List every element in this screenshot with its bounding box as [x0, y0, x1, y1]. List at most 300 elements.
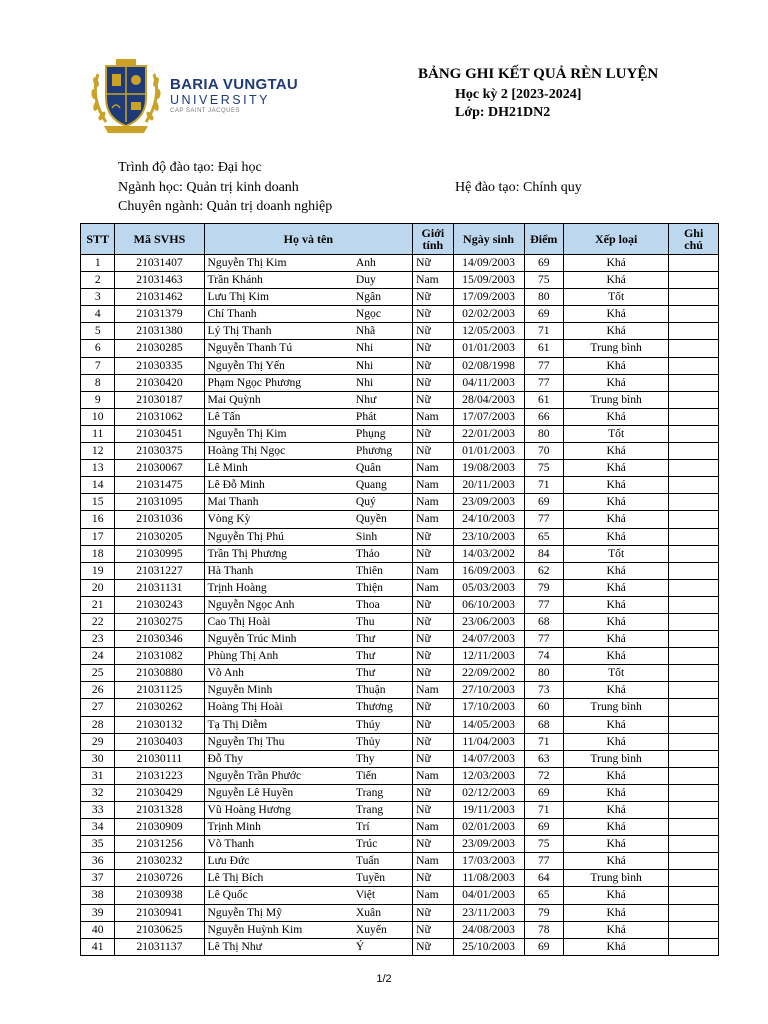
cell-stt: 23	[81, 631, 115, 648]
header-score: Điểm	[524, 224, 563, 255]
cell-rank: Khá	[563, 648, 668, 665]
cell-rank: Khá	[563, 887, 668, 904]
cell-score: 75	[524, 272, 563, 289]
cell-score: 61	[524, 391, 563, 408]
cell-surname: Tạ Thị Diễm	[204, 716, 353, 733]
cell-rank: Khá	[563, 323, 668, 340]
cell-gender: Nữ	[413, 545, 454, 562]
cell-note	[669, 596, 719, 613]
cell-stt: 5	[81, 323, 115, 340]
cell-dob: 17/03/2003	[453, 853, 524, 870]
cell-score: 79	[524, 904, 563, 921]
table-row	[81, 511, 719, 528]
cell-student-id: 21030625	[115, 921, 204, 938]
cell-given-name: Tuấn	[353, 853, 413, 870]
cell-gender: Nữ	[413, 870, 454, 887]
university-wordmark	[170, 76, 298, 114]
university-logo	[88, 56, 308, 136]
cell-surname: Hoàng Thị Ngọc	[204, 443, 353, 460]
table-row	[81, 460, 719, 477]
cell-student-id: 21030938	[115, 887, 204, 904]
cell-stt: 10	[81, 408, 115, 425]
cell-score: 66	[524, 408, 563, 425]
cell-surname: Chí Thanh	[204, 306, 353, 323]
cell-surname: Nguyễn Thị Kim	[204, 255, 353, 272]
table-row	[81, 750, 719, 767]
cell-stt: 7	[81, 357, 115, 374]
cell-gender: Nam	[413, 477, 454, 494]
cell-given-name: Nhi	[353, 374, 413, 391]
grades-table	[80, 223, 719, 956]
cell-dob: 02/12/2003	[453, 784, 524, 801]
cell-score: 75	[524, 836, 563, 853]
semester-label: Học kỳ 2 [2023-2024]	[455, 87, 582, 102]
cell-score: 77	[524, 631, 563, 648]
university-subtitle: UNIVERSITY	[170, 93, 271, 107]
cell-dob: 05/03/2003	[453, 579, 524, 596]
cell-note	[669, 648, 719, 665]
cell-dob: 04/11/2003	[453, 374, 524, 391]
cell-surname: Hoàng Thị Hoài	[204, 699, 353, 716]
cell-given-name: Trang	[353, 784, 413, 801]
header-student-id: Mã SVHS	[115, 224, 204, 255]
table-row	[81, 323, 719, 340]
table-row	[81, 648, 719, 665]
cell-gender: Nữ	[413, 289, 454, 306]
cell-student-id: 21030335	[115, 357, 204, 374]
cell-score: 77	[524, 511, 563, 528]
cell-note	[669, 391, 719, 408]
cell-note	[669, 477, 719, 494]
cell-rank: Khá	[563, 802, 668, 819]
table-row	[81, 904, 719, 921]
cell-stt: 9	[81, 391, 115, 408]
table-row	[81, 938, 719, 955]
cell-stt: 15	[81, 494, 115, 511]
cell-note	[669, 699, 719, 716]
cell-dob: 12/03/2003	[453, 767, 524, 784]
cell-surname: Phùng Thị Anh	[204, 648, 353, 665]
cell-surname: Vòng Kỳ	[204, 511, 353, 528]
cell-score: 60	[524, 699, 563, 716]
cell-student-id: 21031328	[115, 802, 204, 819]
cell-given-name: Trúc	[353, 836, 413, 853]
cell-dob: 23/11/2003	[453, 904, 524, 921]
cell-stt: 3	[81, 289, 115, 306]
page-number: 1/2	[376, 973, 392, 985]
cell-surname: Trịnh Minh	[204, 819, 353, 836]
cell-dob: 14/03/2002	[453, 545, 524, 562]
table-row	[81, 408, 719, 425]
cell-score: 71	[524, 733, 563, 750]
cell-given-name: Thủy	[353, 733, 413, 750]
cell-rank: Tốt	[563, 545, 668, 562]
cell-stt: 17	[81, 528, 115, 545]
cell-given-name: Trí	[353, 819, 413, 836]
cell-score: 65	[524, 887, 563, 904]
table-row	[81, 784, 719, 801]
cell-rank: Khá	[563, 255, 668, 272]
cell-rank: Tốt	[563, 289, 668, 306]
cell-student-id: 21031082	[115, 648, 204, 665]
cell-given-name: Thuận	[353, 682, 413, 699]
cell-dob: 14/05/2003	[453, 716, 524, 733]
cell-gender: Nữ	[413, 443, 454, 460]
cell-student-id: 21030941	[115, 904, 204, 921]
cell-stt: 30	[81, 750, 115, 767]
university-motto: CAP SAINT JACQUES	[170, 108, 240, 114]
cell-note	[669, 665, 719, 682]
table-row	[81, 767, 719, 784]
cell-rank: Khá	[563, 511, 668, 528]
cell-surname: Nguyễn Thị Yến	[204, 357, 353, 374]
cell-dob: 24/08/2003	[453, 921, 524, 938]
cell-score: 69	[524, 494, 563, 511]
cell-given-name: Ý	[353, 938, 413, 955]
cell-stt: 28	[81, 716, 115, 733]
cell-note	[669, 562, 719, 579]
table-row	[81, 255, 719, 272]
cell-dob: 15/09/2003	[453, 272, 524, 289]
cell-given-name: Phụng	[353, 425, 413, 442]
header-rank: Xếp loại	[563, 224, 668, 255]
cell-dob: 25/10/2003	[453, 938, 524, 955]
cell-given-name: Thư	[353, 631, 413, 648]
table-row	[81, 545, 719, 562]
cell-student-id: 21031256	[115, 836, 204, 853]
cell-dob: 06/10/2003	[453, 596, 524, 613]
header-note-line1: Ghi	[683, 226, 704, 240]
cell-score: 61	[524, 340, 563, 357]
table-row	[81, 494, 719, 511]
cell-given-name: Anh	[353, 255, 413, 272]
cell-score: 77	[524, 357, 563, 374]
cell-rank: Tốt	[563, 425, 668, 442]
header-gender-line1: Giới	[421, 226, 445, 240]
cell-surname: Trần Khánh	[204, 272, 353, 289]
cell-gender: Nam	[413, 562, 454, 579]
cell-gender: Nữ	[413, 836, 454, 853]
table-row	[81, 272, 719, 289]
table-row	[81, 631, 719, 648]
cell-rank: Khá	[563, 528, 668, 545]
cell-score: 69	[524, 819, 563, 836]
cell-stt: 4	[81, 306, 115, 323]
cell-note	[669, 357, 719, 374]
cell-score: 69	[524, 306, 563, 323]
cell-given-name: Phương	[353, 443, 413, 460]
table-row	[81, 289, 719, 306]
cell-dob: 22/09/2002	[453, 665, 524, 682]
cell-student-id: 21030067	[115, 460, 204, 477]
header-note-line2: chú	[684, 238, 703, 252]
cell-score: 63	[524, 750, 563, 767]
cell-gender: Nam	[413, 511, 454, 528]
cell-surname: Võ Thanh	[204, 836, 353, 853]
cell-gender: Nữ	[413, 938, 454, 955]
university-crest-icon	[88, 56, 164, 136]
cell-stt: 40	[81, 921, 115, 938]
cell-note	[669, 289, 719, 306]
cell-dob: 23/09/2003	[453, 494, 524, 511]
cell-score: 69	[524, 255, 563, 272]
cell-gender: Nữ	[413, 596, 454, 613]
cell-stt: 22	[81, 613, 115, 630]
cell-gender: Nữ	[413, 323, 454, 340]
cell-dob: 01/01/2003	[453, 443, 524, 460]
cell-rank: Khá	[563, 374, 668, 391]
cell-note	[669, 802, 719, 819]
cell-student-id: 21030275	[115, 613, 204, 630]
cell-score: 69	[524, 938, 563, 955]
cell-stt: 34	[81, 819, 115, 836]
cell-student-id: 21030232	[115, 853, 204, 870]
table-row	[81, 613, 719, 630]
training-level: Trình độ đào tạo: Đại học	[118, 160, 262, 175]
cell-student-id: 21030205	[115, 528, 204, 545]
cell-score: 79	[524, 579, 563, 596]
cell-given-name: Trang	[353, 802, 413, 819]
cell-score: 80	[524, 665, 563, 682]
cell-dob: 11/04/2003	[453, 733, 524, 750]
table-row	[81, 477, 719, 494]
cell-stt: 12	[81, 443, 115, 460]
cell-gender: Nữ	[413, 340, 454, 357]
cell-note	[669, 716, 719, 733]
table-row	[81, 391, 719, 408]
cell-surname: Mai Thanh	[204, 494, 353, 511]
university-name: BARIA VUNGTAU	[170, 76, 299, 93]
cell-rank: Trung bình	[563, 391, 668, 408]
cell-given-name: Thư	[353, 648, 413, 665]
cell-stt: 38	[81, 887, 115, 904]
cell-surname: Nguyễn Thanh Tú	[204, 340, 353, 357]
cell-gender: Nam	[413, 767, 454, 784]
cell-dob: 23/10/2003	[453, 528, 524, 545]
cell-dob: 14/07/2003	[453, 750, 524, 767]
table-row	[81, 562, 719, 579]
cell-given-name: Quân	[353, 460, 413, 477]
cell-student-id: 21031407	[115, 255, 204, 272]
cell-gender: Nữ	[413, 784, 454, 801]
cell-score: 71	[524, 323, 563, 340]
cell-given-name: Ngân	[353, 289, 413, 306]
cell-note	[669, 425, 719, 442]
cell-score: 69	[524, 784, 563, 801]
cell-student-id: 21031223	[115, 767, 204, 784]
cell-surname: Lưu Thị Kim	[204, 289, 353, 306]
cell-rank: Khá	[563, 306, 668, 323]
cell-surname: Nguyễn Ngọc Anh	[204, 596, 353, 613]
table-row	[81, 836, 719, 853]
cell-note	[669, 272, 719, 289]
table-row	[81, 665, 719, 682]
cell-given-name: Thoa	[353, 596, 413, 613]
table-row	[81, 443, 719, 460]
cell-note	[669, 511, 719, 528]
table-row	[81, 682, 719, 699]
table-row	[81, 887, 719, 904]
cell-note	[669, 340, 719, 357]
table-row	[81, 306, 719, 323]
cell-note	[669, 819, 719, 836]
cell-gender: Nữ	[413, 904, 454, 921]
cell-surname: Nguyễn Huỳnh Kim	[204, 921, 353, 938]
cell-given-name: Duy	[353, 272, 413, 289]
cell-note	[669, 887, 719, 904]
cell-given-name: Thư	[353, 665, 413, 682]
header-note	[669, 224, 719, 255]
cell-student-id: 21030420	[115, 374, 204, 391]
cell-given-name: Ngọc	[353, 306, 413, 323]
cell-note	[669, 408, 719, 425]
cell-rank: Khá	[563, 716, 668, 733]
cell-dob: 27/10/2003	[453, 682, 524, 699]
cell-gender: Nữ	[413, 528, 454, 545]
cell-rank: Khá	[563, 494, 668, 511]
table-row	[81, 733, 719, 750]
cell-given-name: Quang	[353, 477, 413, 494]
cell-stt: 20	[81, 579, 115, 596]
cell-stt: 11	[81, 425, 115, 442]
cell-gender: Nữ	[413, 631, 454, 648]
cell-note	[669, 733, 719, 750]
cell-score: 65	[524, 528, 563, 545]
cell-student-id: 21030375	[115, 443, 204, 460]
cell-note	[669, 545, 719, 562]
cell-gender: Nữ	[413, 357, 454, 374]
cell-stt: 26	[81, 682, 115, 699]
cell-note	[669, 443, 719, 460]
cell-gender: Nữ	[413, 391, 454, 408]
cell-dob: 17/07/2003	[453, 408, 524, 425]
cell-given-name: Tiến	[353, 767, 413, 784]
cell-stt: 24	[81, 648, 115, 665]
cell-given-name: Phát	[353, 408, 413, 425]
cell-surname: Lê Quốc	[204, 887, 353, 904]
table-header	[81, 224, 719, 255]
cell-note	[669, 494, 719, 511]
cell-rank: Khá	[563, 562, 668, 579]
cell-gender: Nữ	[413, 374, 454, 391]
cell-rank: Khá	[563, 477, 668, 494]
cell-score: 62	[524, 562, 563, 579]
cell-dob: 16/09/2003	[453, 562, 524, 579]
cell-note	[669, 460, 719, 477]
table-row	[81, 699, 719, 716]
table-row	[81, 870, 719, 887]
cell-student-id: 21031475	[115, 477, 204, 494]
cell-gender: Nữ	[413, 613, 454, 630]
cell-surname: Trịnh Hoàng	[204, 579, 353, 596]
cell-stt: 33	[81, 802, 115, 819]
cell-surname: Nguyễn Thị Phú	[204, 528, 353, 545]
table-row	[81, 716, 719, 733]
cell-given-name: Thiên	[353, 562, 413, 579]
cell-score: 77	[524, 374, 563, 391]
cell-rank: Khá	[563, 408, 668, 425]
cell-surname: Nguyễn Trần Phước	[204, 767, 353, 784]
cell-score: 73	[524, 682, 563, 699]
cell-rank: Khá	[563, 613, 668, 630]
header-full-name: Họ và tên	[204, 224, 413, 255]
table-row	[81, 374, 719, 391]
class-label: Lớp: DH21DN2	[455, 105, 551, 120]
cell-surname: Lê Thị Như	[204, 938, 353, 955]
training-system: Hệ đào tạo: Chính quy	[455, 180, 582, 195]
cell-note	[669, 853, 719, 870]
cell-student-id: 21031036	[115, 511, 204, 528]
cell-score: 68	[524, 716, 563, 733]
cell-rank: Khá	[563, 784, 668, 801]
cell-note	[669, 528, 719, 545]
cell-stt: 35	[81, 836, 115, 853]
cell-score: 80	[524, 289, 563, 306]
cell-stt: 41	[81, 938, 115, 955]
cell-rank: Khá	[563, 443, 668, 460]
cell-given-name: Thương	[353, 699, 413, 716]
cell-stt: 6	[81, 340, 115, 357]
cell-given-name: Quý	[353, 494, 413, 511]
cell-note	[669, 836, 719, 853]
cell-student-id: 21031227	[115, 562, 204, 579]
cell-gender: Nam	[413, 460, 454, 477]
cell-surname: Lê Đỗ Minh	[204, 477, 353, 494]
cell-rank: Khá	[563, 682, 668, 699]
cell-student-id: 21031125	[115, 682, 204, 699]
document-title: BẢNG GHI KẾT QUẢ RÈN LUYỆN	[418, 66, 659, 82]
cell-score: 80	[524, 425, 563, 442]
cell-given-name: Sinh	[353, 528, 413, 545]
major: Ngành học: Quản trị kinh doanh	[118, 180, 299, 195]
cell-surname: Vũ Hoàng Hương	[204, 802, 353, 819]
header-dob: Ngày sinh	[453, 224, 524, 255]
table-row	[81, 357, 719, 374]
cell-rank: Khá	[563, 853, 668, 870]
cell-gender: Nam	[413, 494, 454, 511]
cell-surname: Đỗ Thy	[204, 750, 353, 767]
cell-student-id: 21030111	[115, 750, 204, 767]
cell-dob: 02/08/1998	[453, 357, 524, 374]
cell-gender: Nữ	[413, 733, 454, 750]
table-row	[81, 921, 719, 938]
cell-surname: Lê Tấn	[204, 408, 353, 425]
cell-student-id: 21031131	[115, 579, 204, 596]
cell-gender: Nữ	[413, 716, 454, 733]
cell-surname: Nguyễn Lê Huyền	[204, 784, 353, 801]
cell-surname: Võ Anh	[204, 665, 353, 682]
cell-stt: 25	[81, 665, 115, 682]
cell-given-name: Xuân	[353, 904, 413, 921]
cell-note	[669, 374, 719, 391]
header-gender-line2: tính	[422, 238, 444, 252]
cell-student-id: 21030726	[115, 870, 204, 887]
cell-rank: Khá	[563, 836, 668, 853]
cell-score: 77	[524, 596, 563, 613]
specialization: Chuyên ngành: Quản trị doanh nghiệp	[118, 199, 333, 214]
cell-student-id: 21030285	[115, 340, 204, 357]
cell-surname: Nguyễn Thị Thu	[204, 733, 353, 750]
cell-stt: 21	[81, 596, 115, 613]
cell-stt: 27	[81, 699, 115, 716]
cell-note	[669, 904, 719, 921]
cell-gender: Nữ	[413, 921, 454, 938]
cell-given-name: Như	[353, 391, 413, 408]
cell-student-id: 21030995	[115, 545, 204, 562]
cell-student-id: 21030132	[115, 716, 204, 733]
cell-student-id: 21031463	[115, 272, 204, 289]
table-row	[81, 853, 719, 870]
